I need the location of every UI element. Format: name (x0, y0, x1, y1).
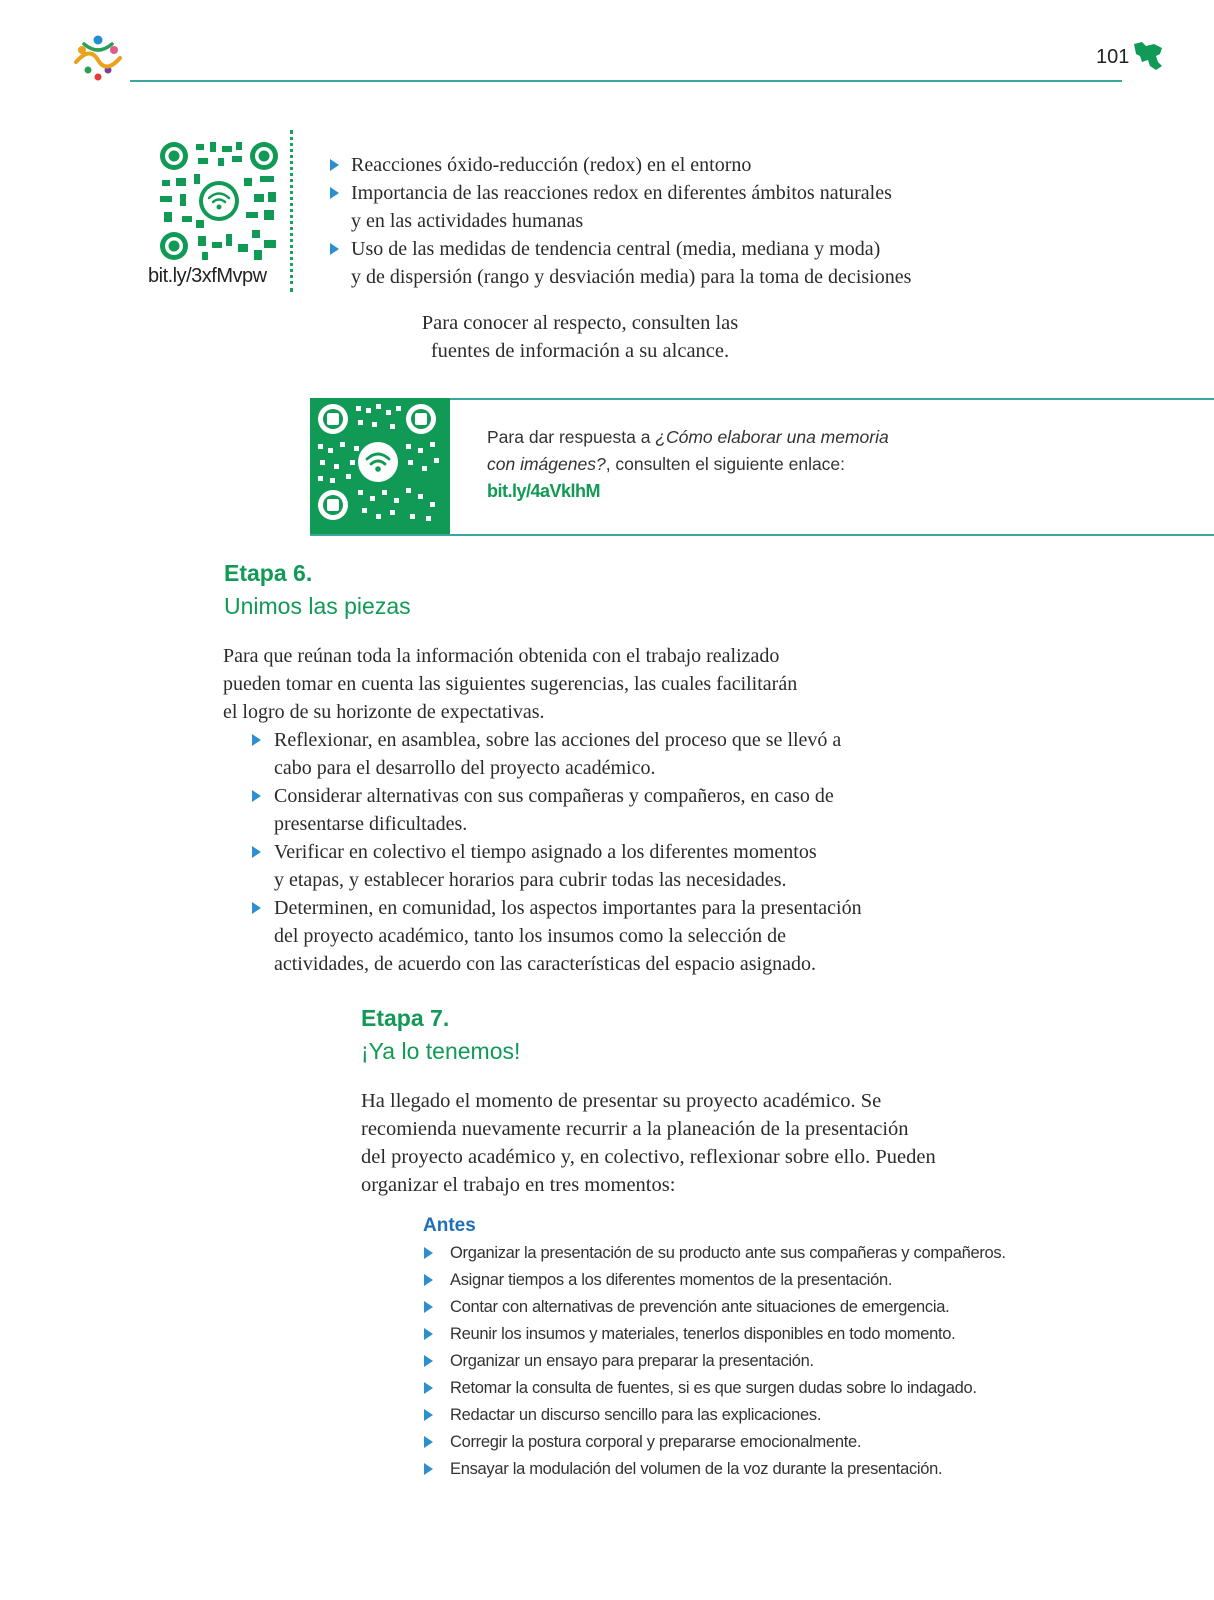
triangle-bullet-icon (252, 790, 261, 802)
triangle-bullet-icon (424, 1436, 433, 1448)
triangle-bullet-icon (424, 1355, 433, 1367)
topic-line: Reacciones óxido-reducción (redox) en el entorno (351, 154, 752, 176)
intro-line: Para que reúnan toda la información obtenida con el trabajo realizado (223, 645, 780, 667)
etapa7-heading (361, 1002, 520, 1068)
header-rule (130, 80, 1122, 82)
list-item (327, 179, 967, 235)
antes-item-text: Retomar la consulta de fuentes, si es que surgen dudas sobre lo indagado. (450, 1379, 977, 1397)
intro-line: organizar el trabajo en tres momentos: (361, 1174, 676, 1196)
suggestion-line: y etapas, y establecer horarios para cubrir todas las necesidades. (274, 869, 787, 891)
list-item (248, 838, 928, 894)
triangle-bullet-icon (252, 734, 261, 746)
intro-line: pueden tomar en cuenta las siguientes sugerencias, las cuales facilitarán (223, 673, 798, 695)
triangle-bullet-icon (424, 1301, 433, 1313)
topic-list (327, 151, 967, 291)
etapa7-title: ¡Ya lo tenemos! (361, 1038, 521, 1064)
triangle-bullet-icon (424, 1382, 433, 1394)
antes-heading: Antes (423, 1215, 476, 1236)
etapa7-intro (361, 1087, 936, 1199)
intro-line: Ha llegado el momento de presentar su proyecto académico. Se (361, 1090, 882, 1112)
suggestion-line: cabo para el desarrollo del proyecto académico. (274, 757, 656, 779)
note-line: Para conocer al respecto, consulten las (421, 312, 739, 334)
triangle-bullet-icon (424, 1328, 433, 1340)
dotted-divider (290, 130, 293, 292)
topic-line: Importancia de las reacciones redox en diferentes ámbitos naturales (351, 182, 892, 204)
qr-code-image (310, 398, 450, 534)
mexico-map-icon (1132, 40, 1164, 72)
etapa6-intro (223, 642, 797, 726)
intro-line: el logro de su horizonte de expectativas. (223, 701, 545, 723)
list-item (327, 235, 967, 291)
list-item (422, 1375, 1122, 1402)
antes-item-text: Reunir los insumos y materiales, tenerlos disponibles en todo momento. (450, 1325, 956, 1343)
antes-item-text: Asignar tiempos a los diferentes momentos de la presentación. (450, 1271, 893, 1289)
triangle-bullet-icon (330, 187, 339, 199)
suggestion-line: del proyecto académico, tanto los insumos como la selección de (274, 925, 787, 947)
triangle-bullet-icon (424, 1409, 433, 1421)
etapa6-title: Unimos las piezas (224, 593, 411, 619)
suggestion-line: Verificar en colectivo el tiempo asignado a los diferentes momentos (274, 841, 817, 863)
triangle-bullet-icon (330, 243, 339, 255)
suggestion-line: Determinen, en comunidad, los aspectos importantes para la presentación (274, 897, 862, 919)
etapa6-heading (224, 557, 411, 623)
antes-item-text: Redactar un discurso sencillo para las explicaciones. (450, 1406, 822, 1424)
list-item (248, 726, 928, 782)
antes-item-text: Ensayar la modulación del volumen de la voz durante la presentación. (450, 1460, 943, 1478)
topic-line: y en las actividades humanas (351, 210, 584, 232)
list-item (248, 782, 928, 838)
list-item (422, 1456, 1122, 1483)
triangle-bullet-icon (252, 846, 261, 858)
antes-item-text: Organizar la presentación de su producto ante sus compañeras y compañeros. (450, 1244, 1006, 1262)
qr-code-panel (310, 398, 450, 534)
etapa6-suggestion-list (248, 726, 928, 978)
triangle-bullet-icon (330, 159, 339, 171)
etapa7-label: Etapa 7. (361, 1005, 450, 1031)
topic-line: Uso de las medidas de tendencia central (media, mediana y moda) (351, 238, 881, 260)
list-item (248, 894, 928, 978)
list-item (422, 1348, 1122, 1375)
list-item (422, 1267, 1122, 1294)
list-item (422, 1429, 1122, 1456)
suggestion-line: Considerar alternativas con sus compañeras y compañeros, en caso de (274, 785, 834, 807)
note-line: fuentes de información a su alcance. (430, 340, 730, 362)
etapa6-label: Etapa 6. (224, 560, 313, 586)
triangle-bullet-icon (424, 1274, 433, 1286)
triangle-bullet-icon (424, 1463, 433, 1475)
program-logo (70, 32, 126, 84)
list-item (422, 1321, 1122, 1348)
resource-link[interactable]: bit.ly/4aVklhM (487, 481, 601, 501)
antes-item-text: Contar con alternativas de prevención ante situaciones de emergencia. (450, 1298, 950, 1316)
triangle-bullet-icon (252, 902, 261, 914)
link-box-text (487, 424, 889, 505)
link-line-2: con imágenes?, consulten el siguiente enlace: (487, 454, 846, 474)
list-item (327, 151, 967, 179)
link-line-1: Para dar respuesta a ¿Cómo elaborar una memoria (487, 427, 889, 447)
list-item (422, 1402, 1122, 1429)
page-number: 101 (1096, 46, 1130, 68)
antes-item-text: Corregir la postura corporal y prepararse emocionalmente. (450, 1433, 862, 1451)
qr-short-url[interactable]: bit.ly/3xfMvpw (148, 265, 267, 287)
list-item (422, 1240, 1122, 1267)
suggestion-line: Reflexionar, en asamblea, sobre las acciones del proceso que se llevó a (274, 729, 842, 751)
topic-line: y de dispersión (rango y desviación media) para la toma de decisiones (351, 266, 912, 288)
consult-note (380, 309, 780, 365)
list-item (422, 1294, 1122, 1321)
triangle-bullet-icon (424, 1247, 433, 1259)
suggestion-line: presentarse dificultades. (274, 813, 468, 835)
antes-list (422, 1240, 1122, 1483)
intro-line: recomienda nuevamente recurrir a la planeación de la presentación (361, 1118, 909, 1140)
qr-code-image (158, 140, 280, 262)
intro-line: del proyecto académico y, en colectivo, reflexionar sobre ello. Pueden (361, 1146, 936, 1168)
suggestion-line: actividades, de acuerdo con las características del espacio asignado. (274, 953, 816, 975)
antes-item-text: Organizar un ensayo para preparar la presentación. (450, 1352, 814, 1370)
